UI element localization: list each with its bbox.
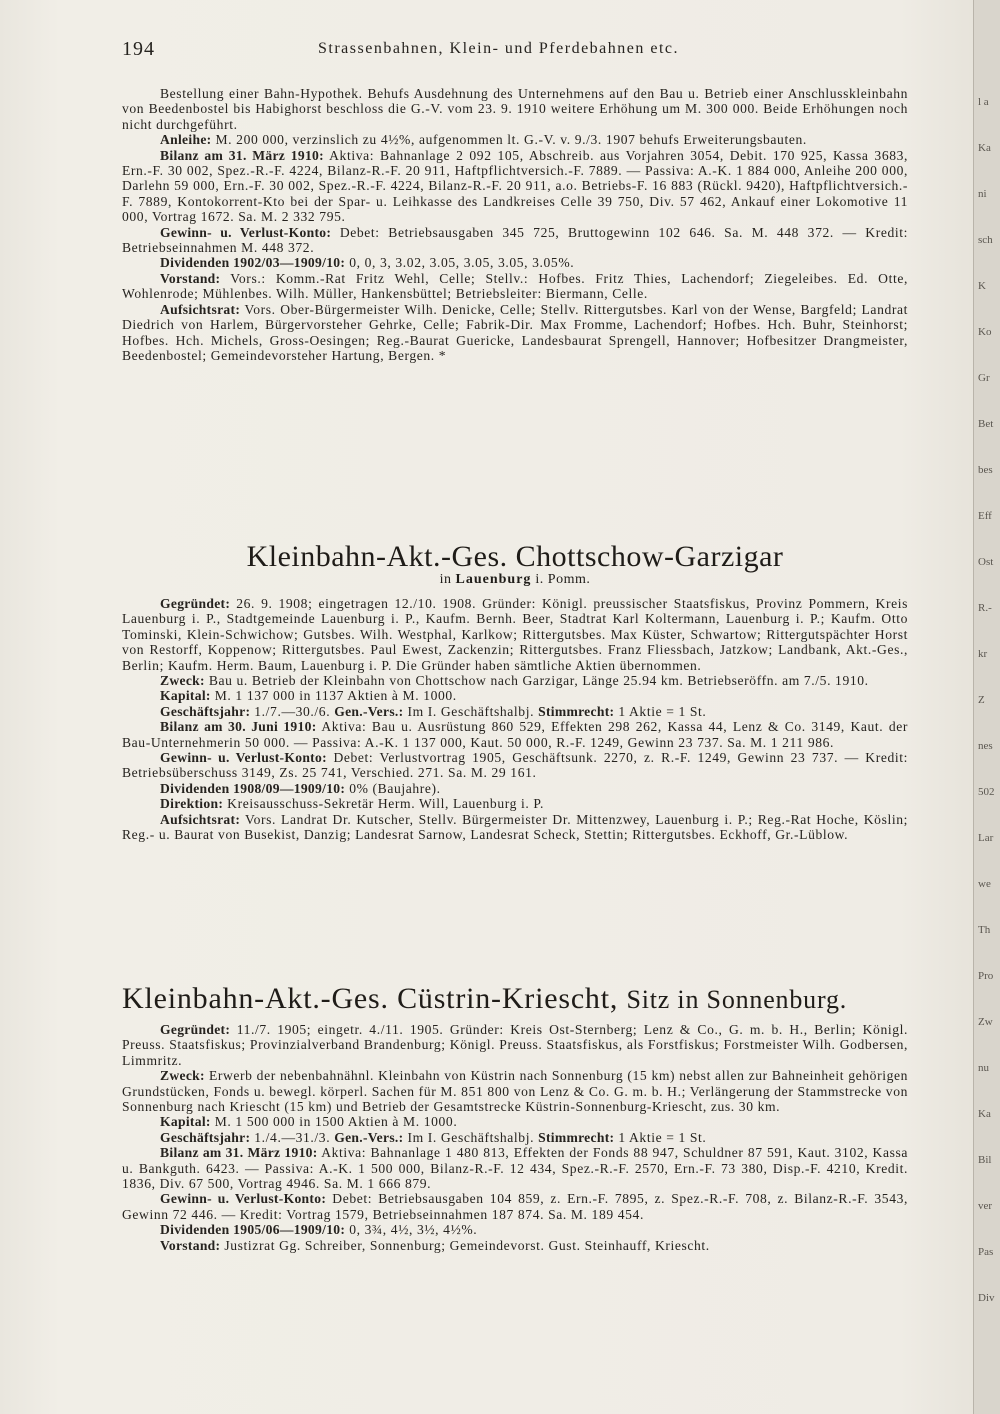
entry-b-geschaeftsjahr bbox=[122, 704, 908, 719]
entry-a-gv bbox=[122, 225, 908, 256]
entry-a-intro: Bestellung einer Bahn-Hypothek. Behufs Ausdehnung des Unternehmens auf den Bau u. Betrieb einer Anschlusskleinbahn von Beedenbostel bis Habighorst beschloss die G.-V. vom 23. 9. 1910 weitere Erhöhung um M. 300 000. Beide Erhöhungen noch nicht durchgeführt. bbox=[122, 86, 908, 132]
anleihe-text: M. 200 000, verzinslich zu 4½%, aufgenommen lt. G.-V. v. 9./3. 1907 behufs Erweiterungsbauten. bbox=[215, 132, 807, 148]
entry-c-gegruendet bbox=[122, 1022, 908, 1068]
running-title: Strassenbahnen, Klein- und Pferdebahnen etc. bbox=[318, 40, 680, 57]
gv-text: Debet: Betriebsausgaben 345 725, Bruttogewinn 102 646. Sa. M. 448 372. — Kredit: Betriebseinnahmen M. 448 372. bbox=[122, 224, 908, 256]
bilanz-text: Aktiva: Bahnanlage 2 092 105, Abschreib. aus Vorjahren 3054, Debit. 170 925, Kassa 3683, Ern.-F. 30 002, Spez.-R.-F. 4224, Bilanz-R.-F. 20 911, Haftpflichtversich.-F. 7889. — Passiva: A.-K. 1 884 000, Anleihe 200 000, Darlehn 59 000, Ern.-F. 30 002, Spez.-R.-F. 4224, Bilanz-R.-F. 20 911, a.o. Betriebs-F. 16 883 (Rückl. 9420), Haftpflichtversich.-F. 7889, Kontokorrent-Kto bei der Spar- u. Leihkasse des Landkreises Celle 39 750, Div. 57 462, Ankauf einer Lokomotive 11 000, Vortrag 1672. Sa. M. 2 332 795. bbox=[122, 147, 909, 225]
bilanz-label: Bilanz am 31. März 1910: bbox=[160, 1145, 318, 1161]
entry-b-bilanz bbox=[122, 719, 908, 750]
vorstand-text: Vors.: Komm.-Rat Fritz Wehl, Celle; Stellv.: Hofbes. Fritz Thies, Lachendorf; Ziegeleibes. Ed. Otte, Wohlenrode; Mühlenbes. Wilh. Müller, Hankensbüttel; Betriebsleiter: Biermann, Celle. bbox=[122, 270, 908, 302]
kapital-label: Kapital: bbox=[160, 1114, 211, 1130]
entry-c-body bbox=[122, 1022, 908, 1253]
margin-fragment: ver bbox=[978, 1200, 993, 1212]
gegruendet-text: 26. 9. 1908; eingetragen 12./10. 1908. Gründer: Königl. preussischer Staatsfiskus, Provinz Pommern, Kreis Lauenburg i. P., Stadtgemeinde Lauenburg i. P., Kaufm. Bernh. Beer, Stadtrat Karl Koltermann, Lauenburg i. P.; Kaufm. Otto Tominski, Klein-Schwichow; Gutsbes. Wilh. Westphal, Karlkow; Rittergutsbes. Max Küster, Schwartow; Rittergutspächter Horst von Restorff, Koppenow; Rittergutsbes. Paul Ewest, Zackenzin; Rittergutsbes. Franz Fliessbach, Jatzkow; Landbank, Akt.-Ges., Berlin; Kaufm. Herm. Baum, Lauenburg i. P. Die Gründer haben sämtliche Aktien übernommen. bbox=[122, 596, 908, 673]
dividenden-text: 0, 3¾, 4½, 3½, 4½%. bbox=[349, 1222, 478, 1238]
entry-a-aufsichtsrat bbox=[122, 302, 908, 364]
margin-fragment: Bil bbox=[978, 1154, 992, 1166]
entry-c-gv bbox=[122, 1191, 908, 1222]
gv-label: Gewinn- u. Verlust-Konto: bbox=[160, 750, 327, 766]
entry-b-location bbox=[122, 572, 908, 588]
entry-c-dividenden bbox=[122, 1222, 908, 1237]
geschaeftsjahr-label: Geschäftsjahr: bbox=[160, 1129, 251, 1145]
margin-fragment: Div bbox=[978, 1292, 995, 1304]
margin-fragment: nes bbox=[978, 740, 993, 752]
entry-b-gv bbox=[122, 750, 908, 781]
margin-fragment: Ko bbox=[978, 326, 992, 338]
genvers-text: Im I. Geschäftshalbj. bbox=[407, 703, 535, 719]
margin-fragment: sch bbox=[978, 234, 993, 246]
entry-b-aufsichtsrat bbox=[122, 812, 908, 843]
margin-fragment: Th bbox=[978, 924, 991, 936]
vorstand-label: Vorstand: bbox=[160, 1237, 221, 1253]
kapital-label: Kapital: bbox=[160, 688, 211, 704]
entry-b-location-post: i. Pomm. bbox=[535, 572, 591, 587]
aufsichtsrat-label: Aufsichtsrat: bbox=[160, 811, 241, 827]
gv-text: Debet: Betriebsausgaben 104 859, z. Ern.-F. 7895, z. Spez.-R.-F. 708, z. Bilanz-R.-F. 3543, Gewinn 72 446. — Kredit: Vortrag 1579, Betriebseinnahmen 187 874. Sa. M. 189 454. bbox=[122, 1191, 908, 1222]
bilanz-label: Bilanz am 31. März 1910: bbox=[160, 147, 324, 163]
margin-fragment: 502 bbox=[978, 786, 995, 798]
gegruendet-label: Gegründet: bbox=[160, 1022, 231, 1037]
kapital-text: M. 1 500 000 in 1500 Aktien à M. 1000. bbox=[214, 1114, 458, 1130]
dividenden-label: Dividenden 1902/03—1909/10: bbox=[160, 255, 346, 271]
direktion-text: Kreisausschuss-Sekretär Herm. Will, Lauenburg i. P. bbox=[227, 796, 545, 812]
geschaeftsjahr-text: 1./4.—31./3. bbox=[254, 1129, 331, 1145]
stimmrecht-text: 1 Aktie = 1 St. bbox=[618, 1129, 707, 1145]
stimmrecht-label: Stimmrecht: bbox=[538, 703, 615, 719]
margin-fragment: Lar bbox=[978, 832, 994, 844]
margin-fragment: ni bbox=[978, 188, 987, 200]
gv-text: Debet: Verlustvortrag 1905, Geschäftsunk. 2270, z. R.-F. 1249, Gewinn 23 737. — Kredit: Betriebsüberschuss 3149, Zs. 25 741, Verschied. 271. Sa. M. 29 161. bbox=[122, 750, 908, 781]
entry-b-zweck bbox=[122, 673, 908, 688]
gegruendet-label: Gegründet: bbox=[160, 596, 231, 611]
entry-b-gegruendet bbox=[122, 596, 908, 673]
margin-fragment: nu bbox=[978, 1062, 989, 1074]
entry-a-anleihe bbox=[122, 132, 908, 147]
zweck-label: Zweck: bbox=[160, 673, 205, 689]
dividenden-text: 0% (Baujahre). bbox=[349, 780, 441, 796]
zweck-label: Zweck: bbox=[160, 1068, 205, 1084]
entry-a-dividenden bbox=[122, 255, 908, 270]
margin-fragment: Ka bbox=[978, 142, 991, 154]
entry-c-kapital bbox=[122, 1114, 908, 1129]
page-number: 194 bbox=[122, 38, 155, 60]
entry-b-title: Kleinbahn-Akt.-Ges. Chottschow-Garzigar bbox=[246, 540, 784, 573]
stimmrecht-label: Stimmrecht: bbox=[538, 1129, 615, 1145]
bilanz-text: Aktiva: Bahnanlage 1 480 813, Effekten der Fonds 88 947, Schuldner 87 591, Kaut. 3102, Kassa u. Bankguth. 6423. — Passiva: A.-K. 1 500 000, Bilanz-R.-F. 12 434, Spez.-R.-F. 2570, Ern.-F. 73 380, Disp.-F. 4210, Kredit. 1836, Div. 67 500, Vortrag 4946. Sa. M. 1 666 879. bbox=[122, 1145, 909, 1192]
entry-b-location-pre: in bbox=[439, 572, 452, 587]
vorstand-label: Vorstand: bbox=[160, 270, 221, 286]
geschaeftsjahr-label: Geschäftsjahr: bbox=[160, 703, 251, 719]
aufsichtsrat-text: Vors. Ober-Bürgermeister Wilh. Denicke, Celle; Stellv. Rittergutsbes. Karl von der Wense, Bargfeld; Landrat Diedrich von Harlem, Bürgervorsteher Gehrke, Celle; Fabrik-Dir. Max Fromme, Lachendorf; Hofbes. Hch. Buhr, Steinhorst; Hofbes. Hch. Michels, Gross-Oesingen; Reg.-Baurat Guericke, Landesbaurat Sprengell, Hannover; Hofbesitzer Drangmeister, Beedenbostel; Gemeindevorsteher Hartung, Bergen. * bbox=[122, 301, 909, 363]
entry-c-geschaeftsjahr bbox=[122, 1130, 908, 1145]
entry-c-title bbox=[122, 982, 908, 1016]
entry-c-bilanz bbox=[122, 1145, 908, 1191]
margin-fragment: kr bbox=[978, 648, 988, 660]
margin-fragment: Eff bbox=[978, 510, 992, 522]
genvers-label: Gen.-Vers.: bbox=[334, 703, 404, 719]
kapital-text: M. 1 137 000 in 1137 Aktien à M. 1000. bbox=[214, 688, 457, 704]
entry-b-body bbox=[122, 596, 908, 843]
entry-a-bilanz bbox=[122, 148, 908, 225]
facing-page-edge bbox=[973, 0, 1000, 1414]
margin-fragment: R.- bbox=[978, 602, 992, 614]
margin-fragment: Gr bbox=[978, 372, 990, 384]
margin-fragment: Ost bbox=[978, 556, 994, 568]
margin-fragment: Pas bbox=[978, 1246, 994, 1258]
entry-c-title-main: Kleinbahn-Akt.-Ges. Cüstrin-Kriescht, bbox=[122, 982, 619, 1015]
margin-fragment: l a bbox=[978, 96, 989, 108]
anleihe-label: Anleihe: bbox=[160, 132, 212, 148]
bilanz-label: Bilanz am 30. Juni 1910: bbox=[160, 719, 317, 735]
margin-fragment: bes bbox=[978, 464, 993, 476]
margin-fragment: Zw bbox=[978, 1016, 993, 1028]
margin-fragment: K bbox=[978, 280, 986, 292]
aufsichtsrat-label: Aufsichtsrat: bbox=[160, 301, 241, 317]
dividenden-label: Dividenden 1908/09—1909/10: bbox=[160, 780, 346, 796]
genvers-label: Gen.-Vers.: bbox=[334, 1129, 404, 1145]
direktion-label: Direktion: bbox=[160, 796, 224, 812]
entry-b-direktion bbox=[122, 796, 908, 811]
entry-b-dividenden bbox=[122, 781, 908, 796]
entry-c-title-suffix: Sitz in Sonnenburg. bbox=[626, 985, 848, 1014]
entry-b-kapital bbox=[122, 688, 908, 703]
gv-label: Gewinn- u. Verlust-Konto: bbox=[160, 224, 332, 240]
margin-fragment: we bbox=[978, 878, 991, 890]
entry-c-vorstand bbox=[122, 1238, 908, 1253]
entry-continued bbox=[122, 86, 908, 363]
gegruendet-text: 11./7. 1905; eingetr. 4./11. 1905. Gründer: Kreis Ost-Sternberg; Lenz & Co., G. m. b. H., Berlin; Königl. Preuss. Staatsfiskus; Provinzialverband Brandenburg; Königl. Preuss. Staatsfiskus, als Forstfiskus; Forstmeister Wilh. Godbersen, Limmritz. bbox=[122, 1022, 908, 1068]
zweck-text: Erwerb der nebenbahnähnl. Kleinbahn von Küstrin nach Sonnenburg (15 km) nebst allen zur Bahneinheit gehörigen Grundstücken, Fonds u. bewegl. körperl. Sachen für M. 851 800 von Lenz & Co. G. m. b. H.; Verlängerung der Stammstrecke von Sonnenburg nach Kriescht (15 km) und Betrieb der Gesamtstrecke Küstrin-Sonnenburg-Kriescht, zus. 30 km. bbox=[122, 1068, 909, 1115]
aufsichtsrat-text: Vors. Landrat Dr. Kutscher, Stellv. Bürgermeister Dr. Mittenzwey, Lauenburg i. P.; Reg.-Rat Hoche, Köslin; Reg.- u. Baurat von Busekist, Danzig; Landesrat Sarnow, Landesrat Scheck, Stettin; Rittergutsbes. Eckhoff, Gr.-Lüblow. bbox=[122, 811, 908, 843]
margin-fragment: Bet bbox=[978, 418, 994, 430]
bilanz-text: Aktiva: Bau u. Ausrüstung 860 529, Effekten 298 262, Kassa 44, Lenz & Co. 3149, Kaut. der Bau-Unternehmerin 50 000. — Passiva: A.-K. 1 137 000, Kaut. 50 000, R.-F. 1249, Gewinn 23 737. Sa. M. 1 211 986. bbox=[122, 719, 909, 750]
genvers-text: Im I. Geschäftshalbj. bbox=[407, 1129, 535, 1145]
gv-label: Gewinn- u. Verlust-Konto: bbox=[160, 1191, 327, 1207]
zweck-text: Bau u. Betrieb der Kleinbahn von Chottschow nach Garzigar, Länge 25.94 km. Betriebseröffn. am 7./5. 1910. bbox=[208, 673, 869, 689]
dividenden-label: Dividenden 1905/06—1909/10: bbox=[160, 1222, 346, 1238]
margin-fragment: Ka bbox=[978, 1108, 991, 1120]
entry-c-zweck bbox=[122, 1068, 908, 1114]
entry-a-vorstand bbox=[122, 271, 908, 302]
vorstand-text: Justizrat Gg. Schreiber, Sonnenburg; Gemeindevorst. Gust. Steinhauff, Kriescht. bbox=[224, 1237, 710, 1253]
geschaeftsjahr-text: 1./7.—30./6. bbox=[254, 703, 331, 719]
page-header bbox=[122, 38, 907, 60]
margin-fragment: Pro bbox=[978, 970, 994, 982]
margin-fragment: Z bbox=[978, 694, 985, 706]
stimmrecht-text: 1 Aktie = 1 St. bbox=[618, 703, 707, 719]
dividenden-text: 0, 0, 3, 3.02, 3.05, 3.05, 3.05, 3.05%. bbox=[349, 255, 575, 271]
entry-b-city: Lauenburg bbox=[455, 572, 532, 587]
